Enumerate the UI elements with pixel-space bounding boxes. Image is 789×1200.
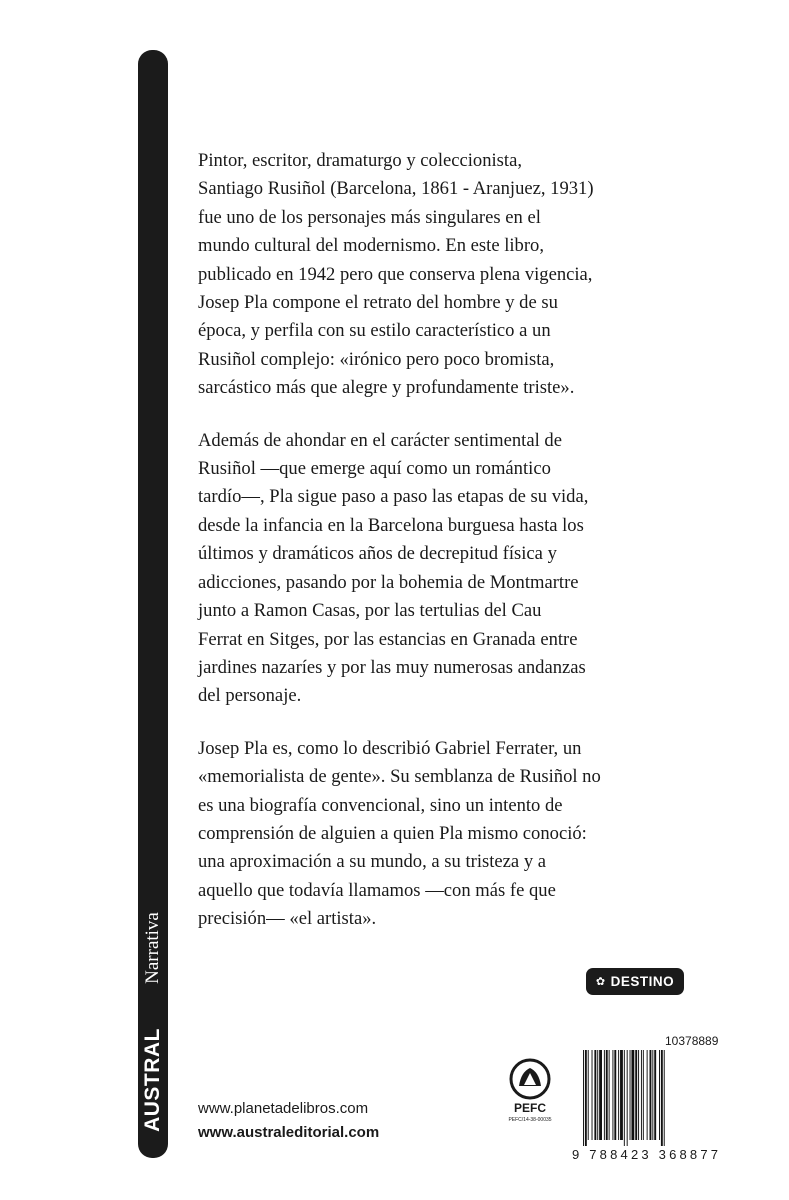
barcode-bar [641, 1050, 642, 1140]
back-cover-blurb [198, 147, 658, 958]
website-link-austral[interactable]: www.australeditorial.com [198, 1124, 380, 1141]
blurb-line: del personaje. [198, 685, 302, 707]
barcode-bar [585, 1050, 587, 1146]
barcode-bar [614, 1050, 616, 1140]
spine-collection-label: AUSTRAL [141, 1028, 164, 1132]
destino-logo-icon: ✿ [595, 976, 606, 988]
barcode-bar [612, 1050, 613, 1140]
blurb-line: es una biografía convencional, sino un intento de [198, 794, 563, 816]
blurb-line: fue uno de los personajes más singulares en el [198, 206, 541, 228]
blurb-line: Además de ahondar en el carácter sentimental de [198, 429, 562, 451]
blurb-line: Rusiñol —que emerge aquí como un romántico [198, 458, 551, 480]
isbn-barcode [583, 1050, 685, 1146]
blurb-line: publicado en 1942 pero que conserva plena vigencia, [198, 263, 593, 285]
blurb-line: Rusiñol complejo: «irónico pero poco bromista, [198, 348, 555, 370]
blurb-line: desde la infancia en la Barcelona burguesa hasta los [198, 514, 584, 536]
barcode-bar [594, 1050, 596, 1140]
blurb-line: aquello que todavía llamamos —con más fe que [198, 879, 556, 901]
barcode-bar [638, 1050, 639, 1140]
blurb-line: junto a Ramon Casas, por las tertulias del Cau [198, 600, 542, 622]
barcode-bar [597, 1050, 598, 1140]
barcode-bar [664, 1050, 665, 1146]
blurb-line: Pintor, escritor, dramaturgo y coleccionista, [198, 150, 522, 171]
pefc-logo-icon [509, 1058, 551, 1100]
blurb-line: Santiago Rusiñol (Barcelona, 1861 - Aranjuez, 1931) [198, 178, 594, 200]
barcode-bar [592, 1050, 593, 1140]
blurb-line: Josep Pla compone el retrato del hombre y de su [198, 292, 558, 314]
blurb-paragraph [198, 147, 658, 403]
barcode-bar [647, 1050, 648, 1140]
pefc-certification [505, 1058, 555, 1123]
publisher-name: DESTINO [610, 974, 675, 989]
barcode-bar [624, 1050, 625, 1146]
isbn-number: 9 788423 368877 [572, 1147, 722, 1162]
blurb-paragraph [198, 735, 658, 934]
barcode-bar [620, 1050, 623, 1140]
blurb-line: Ferrat en Sitges, por las estancias en Granada entre [198, 628, 578, 650]
barcode-bar [606, 1050, 608, 1140]
barcode-bar [588, 1050, 589, 1140]
blurb-line: una aproximación a su mundo, a su tristeza y a [198, 851, 547, 873]
barcode-bar [609, 1050, 610, 1140]
spine-genre-label: Narrativa [142, 912, 163, 984]
blurb-line: mundo cultural del modernismo. En este libro, [198, 235, 544, 257]
barcode-bar [599, 1050, 602, 1140]
barcode-bar [643, 1050, 644, 1140]
publisher-badge [586, 968, 684, 995]
blurb-line: sarcástico más que alegre y profundamente triste». [198, 377, 575, 399]
blurb-line: adicciones, pasando por la bohemia de Montmartre [198, 571, 579, 593]
blurb-line: comprensión de alguien a quien Pla mismo conoció: [198, 822, 587, 844]
blurb-line: Josep Pla es, como lo describió Gabriel Ferrater, un [198, 737, 582, 759]
barcode-bar [627, 1050, 628, 1146]
barcode-bar [635, 1050, 637, 1140]
website-link-planeta[interactable]: www.planetadelibros.com [198, 1100, 369, 1117]
barcode-bar [654, 1050, 656, 1140]
spine-band [138, 50, 168, 1158]
barcode-bar [583, 1050, 584, 1146]
barcode-bar [652, 1050, 653, 1140]
blurb-line: época, y perfila con su estilo característico a un [198, 320, 551, 342]
pefc-label: PEFC [513, 1101, 546, 1115]
blurb-line: últimos y dramáticos años de decrepitud física y [198, 543, 557, 565]
blurb-line: tardío—, Pla sigue paso a paso las etapas de su vida, [198, 486, 589, 508]
publisher-links [198, 1097, 379, 1145]
barcode-bar [618, 1050, 619, 1140]
pefc-code: PEFC/14-38-00035 [508, 1117, 552, 1123]
blurb-line: «memorialista de gente». Su semblanza de Rusiñol no [198, 766, 601, 788]
blurb-line: precisión— «el artista». [198, 908, 377, 930]
barcode-bar [659, 1050, 660, 1140]
barcode-reference-number: 10378889 [665, 1034, 719, 1048]
barcode-bar [650, 1050, 652, 1140]
barcode-bar [631, 1050, 634, 1140]
barcode-bar [630, 1050, 631, 1140]
barcode-bar [604, 1050, 605, 1140]
blurb-paragraph [198, 427, 658, 711]
blurb-line: jardines nazaríes y por las muy numerosas andanzas [198, 656, 586, 678]
barcode-bar [661, 1050, 663, 1146]
